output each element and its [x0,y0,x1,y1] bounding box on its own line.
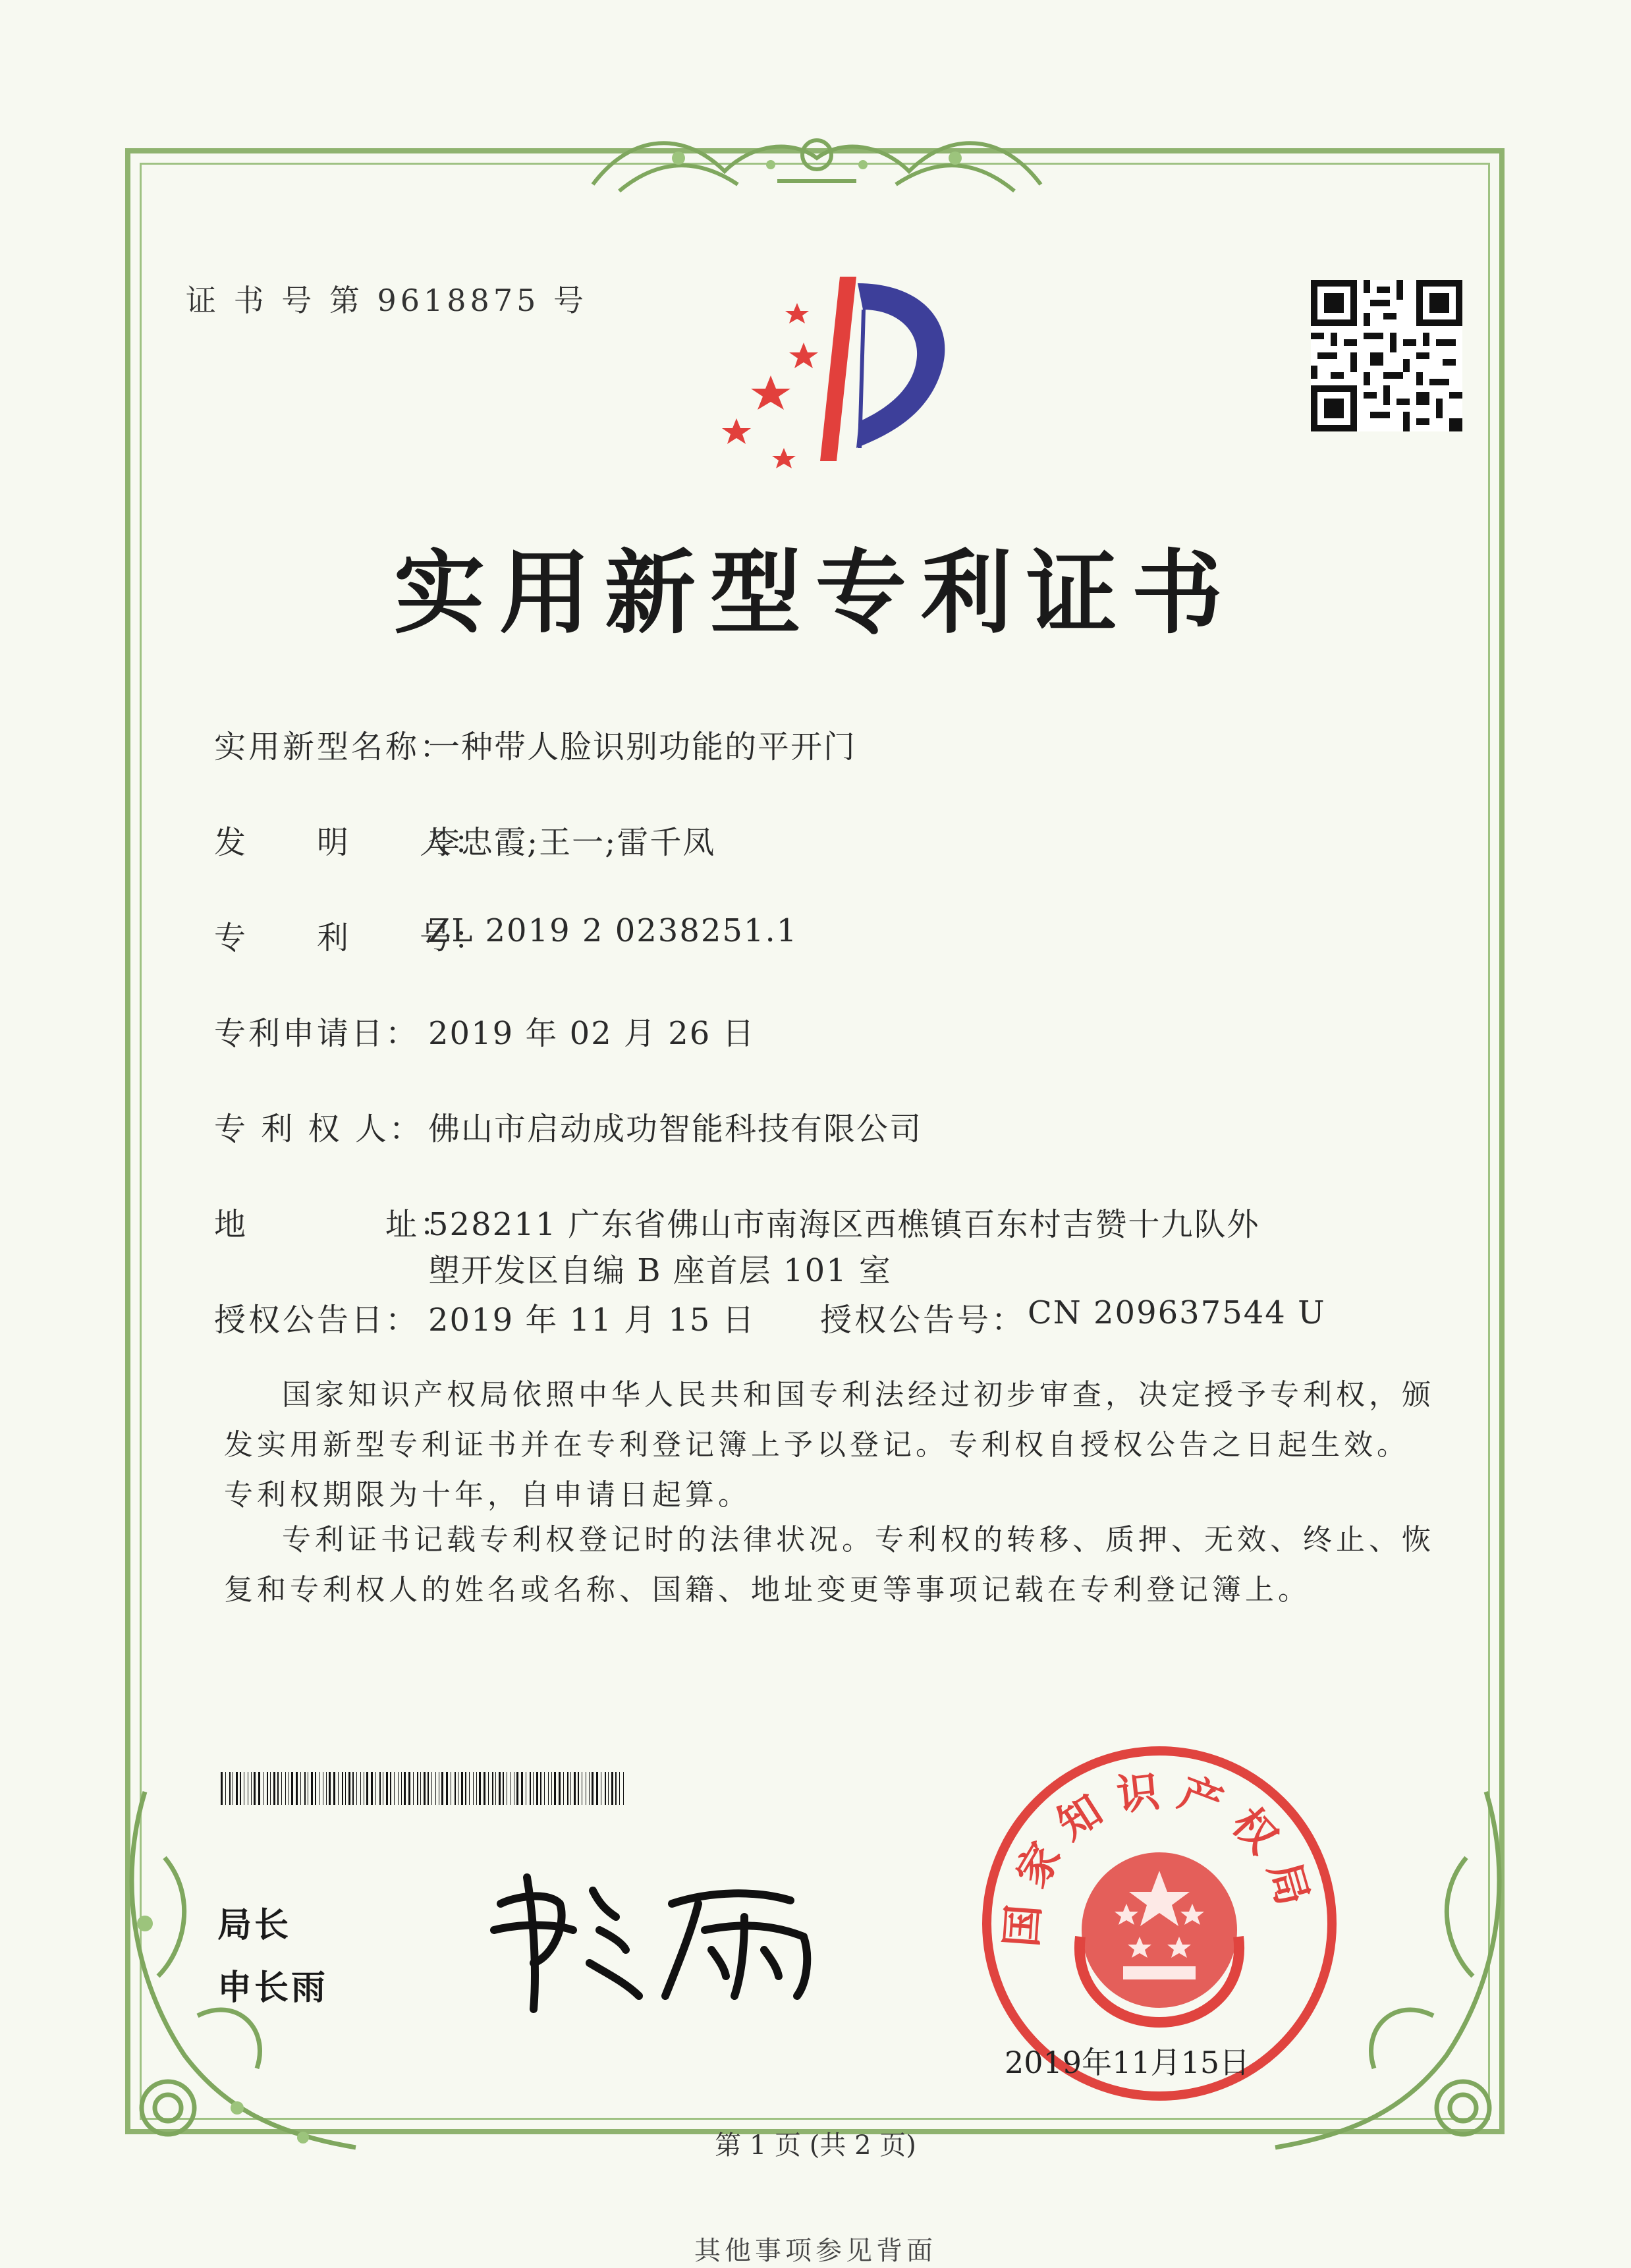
barcode-icon [221,1772,629,1805]
director-name: 申长雨 [217,1968,329,2008]
page-title: 实用新型专利证书 [393,540,1237,646]
field-value-announcement-no: CN 209637544 U [1028,1294,1326,1331]
field-label-grant-date: 授权公告日： [214,1302,420,1339]
top-ornament-icon [580,119,1054,204]
field-value-grant-date: 2019 年 11 月 15 日 [428,1302,756,1339]
field-value-filing-date: 2019 年 02 月 26 日 [428,1015,756,1052]
certificate-number: 证 书 号 第 9618875 号 [186,283,588,318]
field-label-filing-date: 专利申请日： [214,1015,420,1052]
statement-paragraph-1: 国家知识产权局依照中华人民共和国专利法经过初步审查，决定授予专利权，颁发实用新型专利证书并在专利登记簿上予以登记。专利权自授权公告之日起生效。专利权期限为十年，自申请日起算。 [224,1378,1435,1512]
field-label-name: 实用新型名称： [214,729,455,765]
field-label-patent-no: 专 利 号： [214,920,489,956]
page-number: 第 1 页 (共 2 页) [715,2130,916,2161]
director-title: 局长 [217,1906,292,1945]
field-value-address-line2: 塱开发区自编 B 座首层 101 室 [428,1252,892,1289]
handwritten-signature-icon [474,1864,843,2016]
next-page-hint: 其他事项参见背面 [694,2236,937,2266]
field-label-address: 地 址： [214,1206,455,1243]
field-label-inventor: 发 明 人： [214,824,489,861]
field-value-patent-no: ZL 2019 2 0238251.1 [428,912,798,949]
statement-paragraph-2: 专利证书记载专利权登记时的法律状况。专利权的转移、质押、无效、终止、恢复和专利权人的姓名或名称、国籍、地址变更等事项记载在专利登记簿上。 [224,1523,1435,1607]
qr-code-icon [1311,280,1462,431]
field-label-patentee: 专 利 权 人： [214,1111,424,1148]
cnipa-logo-icon [705,263,968,474]
field-value-patentee: 佛山市启动成功智能科技有限公司 [428,1111,923,1148]
field-value-name: 一种带人脸识别功能的平开门 [428,729,857,765]
field-value-address: 528211 广东省佛山市南海区西樵镇百东村吉赞十九队外 [428,1206,1260,1243]
field-value-inventor: 李忠霞;王一;雷千凤 [428,824,716,861]
seal-date: 2019年11月15日 [1005,2045,1250,2080]
seal-text: 国家知识产权局 [997,1766,1321,1949]
field-label-announcement-no: 授权公告号： [820,1302,1026,1339]
